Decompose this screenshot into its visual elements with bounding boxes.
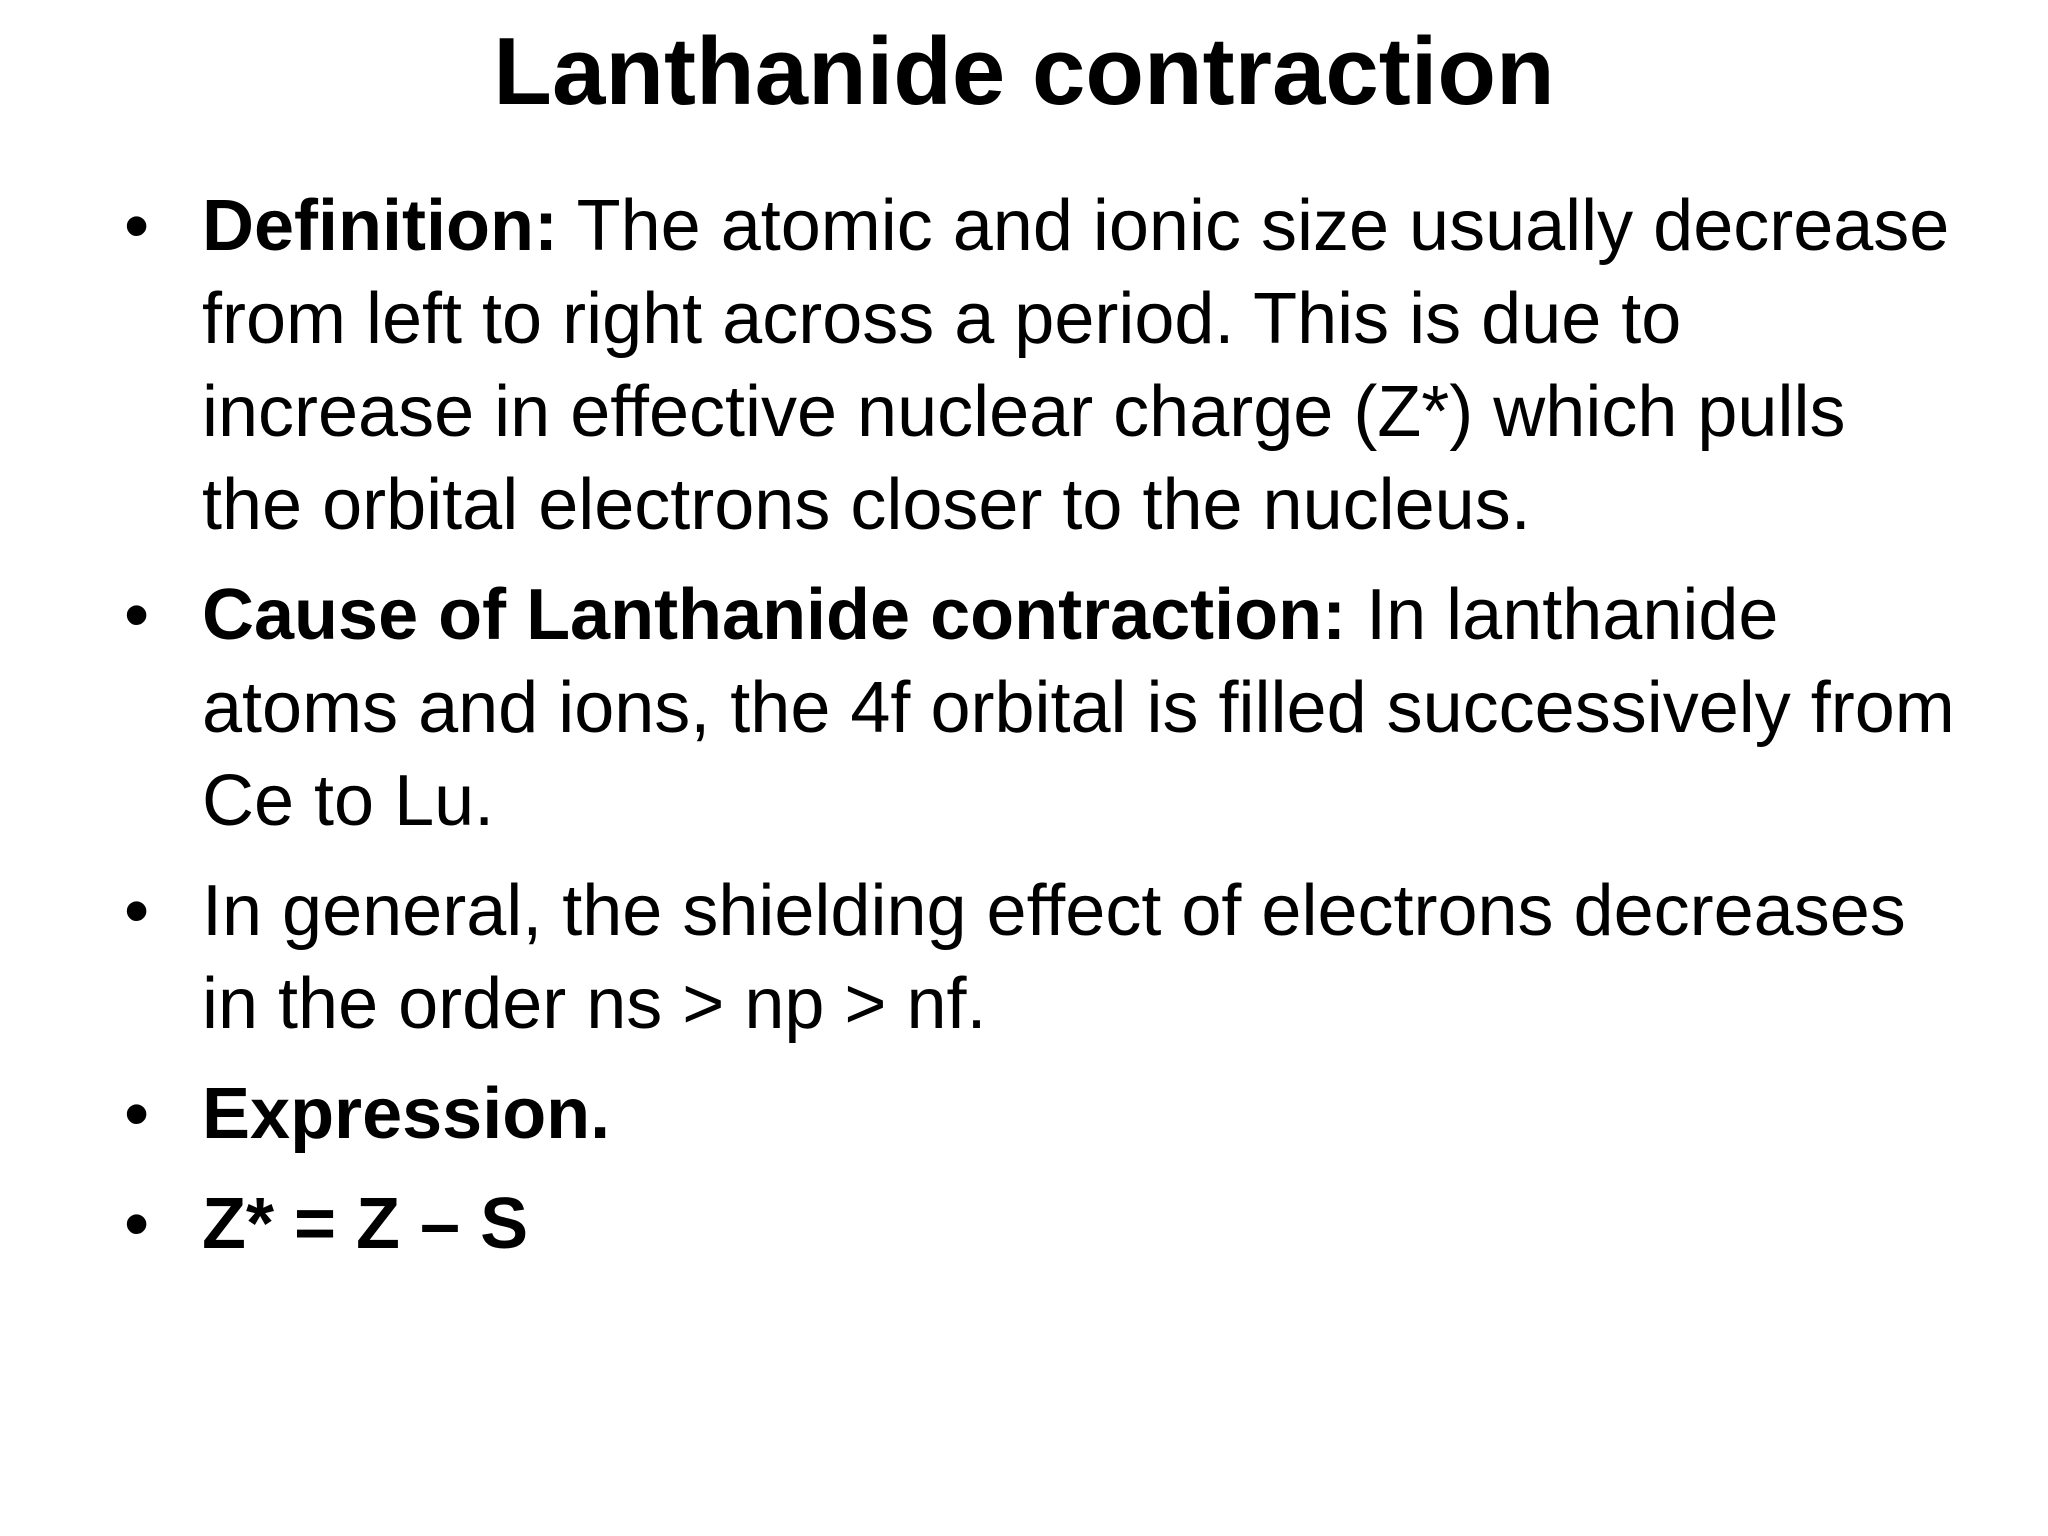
bullet-dot-icon: •	[124, 186, 150, 266]
bullet-shielding	[120, 865, 1960, 1051]
bullet-text: The atomic and ionic size usually decrease from left to right across a period. This is due to increase in effective nuclear charge (Z*) which pulls the orbital electrons closer to the nucleus.	[202, 186, 1950, 545]
bullet-dot-icon: •	[124, 1184, 150, 1264]
bullet-formula	[120, 1178, 1960, 1271]
bullet-lead: Cause of Lanthanide contraction:	[202, 575, 1347, 655]
bullet-list	[120, 180, 1960, 1271]
bullet-cause	[120, 569, 1960, 848]
bullet-dot-icon: •	[124, 575, 150, 655]
bullet-definition	[120, 180, 1960, 552]
bullet-dot-icon: •	[124, 871, 150, 951]
bullet-expression	[120, 1068, 1960, 1161]
formula: Z* = Z – S	[202, 1184, 529, 1264]
bullet-text: In general, the shielding effect of electrons decreases in the order ns > np > nf.	[202, 871, 1906, 1044]
bullet-lead: Definition:	[202, 186, 558, 266]
slide-title: Lanthanide contraction	[493, 18, 1555, 125]
bullet-dot-icon: •	[124, 1074, 150, 1154]
bullet-lead: Expression.	[202, 1074, 611, 1154]
bullet-text: In lanthanide atoms and ions, the 4f orbital is filled successively from Ce to Lu.	[202, 575, 1955, 841]
